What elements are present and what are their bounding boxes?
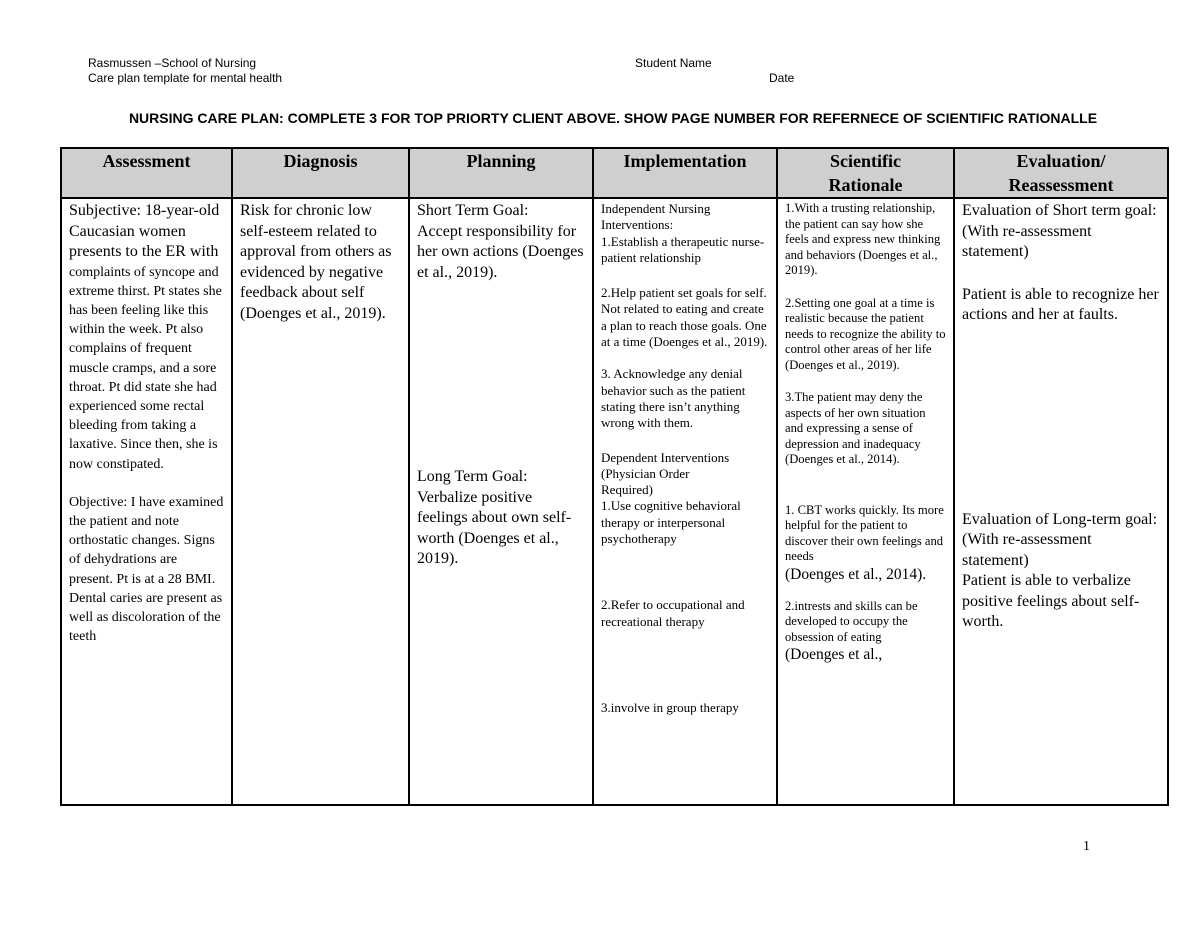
impl-dependent: Dependent Interventions (Physician Order Required) 1.Use cognitive behavioral therapy or interpersonal psychotherapy: [601, 449, 741, 547]
rationale-dependent-2: 2.intrests and skills can be developed to occupy the obsession of eating: [785, 598, 918, 644]
rationale-dependent-2-citation: (Doenges et al.,: [785, 646, 883, 663]
header-evaluation: Evaluation/ Reassessment: [954, 148, 1168, 198]
rationale-cell: [777, 198, 954, 805]
evaluation-short-term: Evaluation of Short term goal: (With re-assessment statement): [962, 202, 1157, 260]
evaluation-long-term: Evaluation of Long-term goal: (With re-assessment statement) Patient is able to verbalize positive feelings about self-worth.: [962, 510, 1158, 630]
assessment-subjective-lead: Subjective: 18-year-old Caucasian women presents to the ER with: [69, 202, 220, 260]
rationale-dependent-1-citation: (Doenges et al., 2014).: [785, 565, 927, 583]
table-row: [61, 198, 1168, 805]
implementation-cell: [593, 198, 777, 805]
student-name-label: Student Name: [635, 56, 712, 70]
rationale-1: 1.With a trusting relationship, the patient can say how she feels and express new thinking and behaviors (Doenges et al., 2019).: [785, 201, 941, 277]
table-header-row: [61, 148, 1168, 198]
assessment-subjective-details: complaints of syncope and extreme thirst. Pt states she has been feeling like this within the week. Pt also complains of frequent muscle cramps, and a sore throat. Pt did state she had experienced some rectal bleeding from taking a laxative. Since then, she is now constipated.: [69, 264, 222, 472]
date-label: Date: [769, 71, 795, 85]
care-plan-table: [60, 147, 1169, 806]
evaluation-short-term-result: Patient is able to recognize her actions and her at faults.: [962, 285, 1159, 323]
assessment-cell: [61, 198, 232, 805]
page-number: 1: [1083, 839, 1090, 854]
school-name: Rasmussen –School of Nursing: [88, 56, 257, 70]
header-implementation: Implementation: [593, 148, 777, 198]
header-assessment: Assessment: [61, 148, 232, 198]
document-title: NURSING CARE PLAN: COMPLETE 3 FOR TOP PRIORTY CLIENT ABOVE. SHOW PAGE NUMBER FOR REFERNECE OF SCIENTIFIC RATIONALLE: [128, 110, 1098, 126]
rationale-3: 3.The patient may deny the aspects of her own situation and expressing a sense of depression and inadequacy (Doenges et al., 2014).: [785, 390, 926, 466]
diagnosis-text: Risk for chronic low self-esteem related to approval from others as evidenced by negative feedback about self (Doenges et al., 2019).: [240, 202, 392, 322]
impl-item-3: 3. Acknowledge any denial behavior such as the patient stating there isn’t anything wrong with them.: [601, 366, 746, 431]
assessment-objective: Objective: I have examined the patient and note orthostatic changes. Signs of dehydrations are present. Pt is at a 28 BMI. Dental caries are present as well as discoloration of the teeth: [69, 494, 224, 645]
rationale-2: 2.Setting one goal at a time is realistic because the patient needs to recognize the ability to control other areas of her life (Doenges et al., 2019).: [785, 295, 946, 372]
impl-dependent-3: 3.involve in group therapy: [601, 699, 739, 715]
impl-dependent-2: 2.Refer to occupational and recreational therapy: [601, 597, 745, 629]
impl-independent: Independent Nursing Interventions: 1.Establish a therapeutic nurse-patient relationship: [601, 201, 765, 265]
rationale-dependent-1: 1. CBT works quickly. Its more helpful for the patient to discover their own feelings and needs: [785, 502, 944, 563]
header-planning: Planning: [409, 148, 593, 198]
planning-long-term-goal: Long Term Goal: Verbalize positive feelings about own self-worth (Doenges et al., 2019).: [417, 468, 572, 567]
header-diagnosis: Diagnosis: [232, 148, 409, 198]
header-rationale: Scientific Rationale: [777, 148, 954, 198]
diagnosis-cell: [232, 198, 409, 805]
evaluation-cell: [954, 198, 1168, 805]
planning-short-term-goal: Short Term Goal: Accept responsibility for her own actions (Doenges et al., 2019).: [417, 202, 584, 281]
planning-cell: [409, 198, 593, 805]
template-name: Care plan template for mental health: [88, 71, 283, 85]
impl-item-2: 2.Help patient set goals for self. Not related to eating and create a plan to reach those goals. One at a time (Doenges et al., 2019).: [601, 285, 768, 350]
